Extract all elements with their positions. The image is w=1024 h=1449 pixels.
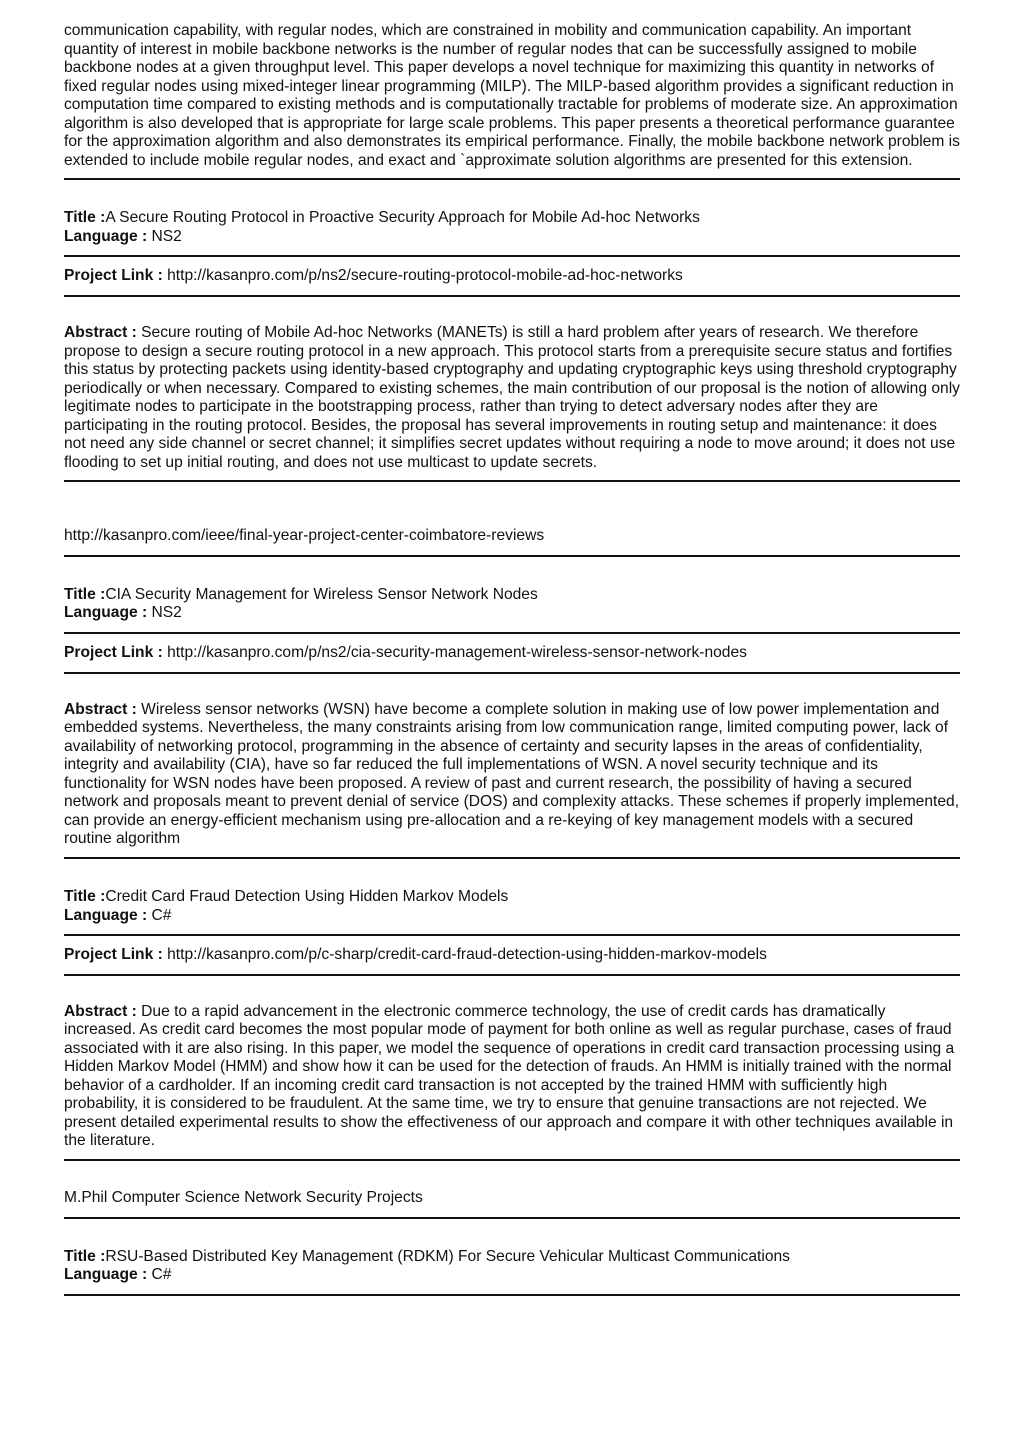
project-link-line — [64, 644, 960, 663]
project-link-label: Project Link : — [64, 946, 163, 964]
title-label: Title : — [64, 887, 106, 905]
document-body — [64, 22, 960, 1296]
project-link-line — [64, 946, 960, 965]
abstract-text: Due to a rapid advancement in the electronic commerce technology, the use of credit cards has dramatically increased. As credit card becomes the most popular mode of payment for both online as well as regular purchase, cases of fraud associated with it are also rising. In this paper, we model the sequence of operations in credit card transaction processing using a Hidden Markov Model (HMM) and show how it can be used for the detection of frauds. An HMM is initially trained with the normal behavior of a cardholder. If an incoming credit card transaction is not accepted by the trained HMM with sufficiently high probability, it is considered to be fraudulent. At the same time, we try to ensure that genuine transactions are not rejected. We present detailed experimental results to show the effectiveness of our approach and compare it with other techniques available in the literature. — [64, 1002, 955, 1150]
language-line — [64, 907, 960, 926]
section-heading: M.Phil Computer Science Network Security Projects — [64, 1188, 423, 1206]
divider — [64, 632, 960, 634]
project-link-label: Project Link : — [64, 267, 163, 285]
title-label: Title : — [64, 209, 106, 227]
title-line — [64, 1248, 960, 1267]
project-entry — [64, 209, 960, 482]
project-title: CIA Security Management for Wireless Sensor Network Nodes — [105, 585, 538, 603]
divider — [64, 1217, 960, 1219]
language-label: Language : — [64, 227, 148, 245]
abstract-paragraph — [64, 1003, 960, 1151]
divider — [64, 295, 960, 297]
language-line — [64, 604, 960, 623]
project-language: NS2 — [151, 604, 182, 622]
project-title: Credit Card Fraud Detection Using Hidden Markov Models — [105, 887, 509, 905]
divider — [64, 480, 960, 482]
project-link-line — [64, 267, 960, 286]
abstract-text: Wireless sensor networks (WSN) have become a complete solution in making use of low power implementation and embedded systems. Nevertheless, the many constraints arising from low communication range, limited computing power, lack of availability of networking protocol, programming in the absence of certainty and security lapses in the areas of confidentiality, integrity and availability (CIA), have so far reduced the full implementations of WSN. A novel security technique and its functionality for WSN nodes have been proposed. A review of past and current research, the possibility of having a secured network and proposals meant to prevent denial of service (DOS) and complexity attacks. These schemes if properly implemented, can provide an energy-efficient mechanism using pre-allocation and a re-keying of key management models with a secured routine algorithm — [64, 700, 960, 848]
abstract-paragraph — [64, 701, 960, 849]
project-link[interactable]: http://kasanpro.com/p/c-sharp/credit-card-fraud-detection-using-hidden-markov-models — [167, 946, 767, 964]
project-language: NS2 — [151, 227, 182, 245]
abstract-paragraph — [64, 324, 960, 472]
divider — [64, 178, 960, 180]
abstract-label: Abstract : — [64, 700, 137, 718]
abstract-label: Abstract : — [64, 324, 137, 342]
language-label: Language : — [64, 906, 148, 924]
divider — [64, 857, 960, 859]
intro-paragraph: communication capability, with regular nodes, which are constrained in mobility and communication capability. An important quantity of interest in mobile backbone networks is the number of regular nodes that can be successfully assigned to mobile backbone nodes at a given throughput level. This paper develops a novel technique for maximizing this quantity in networks of fixed regular nodes using mixed-integer linear programming (MILP). The MILP-based algorithm provides a significant reduction in computation time compared to existing methods and is computationally tractable for problems of moderate size. An approximation algorithm is also developed that is appropriate for large scale problems. This paper presents a theoretical performance guarantee for the approximation algorithm and also demonstrates its empirical performance. Finally, the mobile backbone network problem is extended to include mobile regular nodes, and exact and `approximate solution algorithms are presented for this extension. — [64, 22, 960, 169]
project-language: C# — [151, 1266, 172, 1284]
title-line — [64, 586, 960, 605]
reviews-link[interactable]: http://kasanpro.com/ieee/final-year-project-center-coimbatore-reviews — [64, 527, 545, 545]
divider — [64, 934, 960, 936]
divider — [64, 555, 960, 557]
divider — [64, 672, 960, 674]
project-link[interactable]: http://kasanpro.com/p/ns2/secure-routing-protocol-mobile-ad-hoc-networks — [167, 267, 683, 285]
divider — [64, 974, 960, 976]
project-entry — [64, 586, 960, 859]
divider — [64, 1294, 960, 1296]
project-link-label: Project Link : — [64, 644, 163, 662]
project-entry — [64, 1248, 960, 1296]
title-label: Title : — [64, 585, 106, 603]
abstract-text: Secure routing of Mobile Ad-hoc Networks (MANETs) is still a hard problem after years of research. We therefore propose to design a secure routing protocol in a new approach. This protocol starts from a prerequisite secure status and fortifies this status by protecting packets using identity-based cryptography and updating cryptographic keys using threshold cryptography periodically or when necessary. Compared to existing schemes, the main contribution of our proposal is the notion of allowing only legitimate nodes to participate in the bootstrapping process, rather than trying to detect adversary nodes after they are participating in the routing protocol. Besides, the proposal has several improvements in routing setup and maintenance: it does not need any side channel or secret channel; it simplifies secret updates without requiring a node to move around; it does not use flooding to set up initial routing, and does not use multicast to update secrets. — [64, 324, 960, 471]
title-line — [64, 888, 960, 907]
project-link[interactable]: http://kasanpro.com/p/ns2/cia-security-management-wireless-sensor-network-nodes — [167, 644, 747, 662]
project-language: C# — [151, 906, 172, 924]
divider — [64, 255, 960, 257]
project-entry — [64, 888, 960, 1161]
title-line — [64, 209, 960, 228]
title-label: Title : — [64, 1247, 106, 1265]
project-title: A Secure Routing Protocol in Proactive Security Approach for Mobile Ad-hoc Networks — [105, 209, 700, 227]
project-title: RSU-Based Distributed Key Management (RDKM) For Secure Vehicular Multicast Communications — [105, 1247, 790, 1265]
language-line — [64, 228, 960, 247]
language-line — [64, 1266, 960, 1285]
abstract-label: Abstract : — [64, 1002, 137, 1020]
language-label: Language : — [64, 1266, 148, 1284]
divider — [64, 1159, 960, 1161]
language-label: Language : — [64, 604, 148, 622]
